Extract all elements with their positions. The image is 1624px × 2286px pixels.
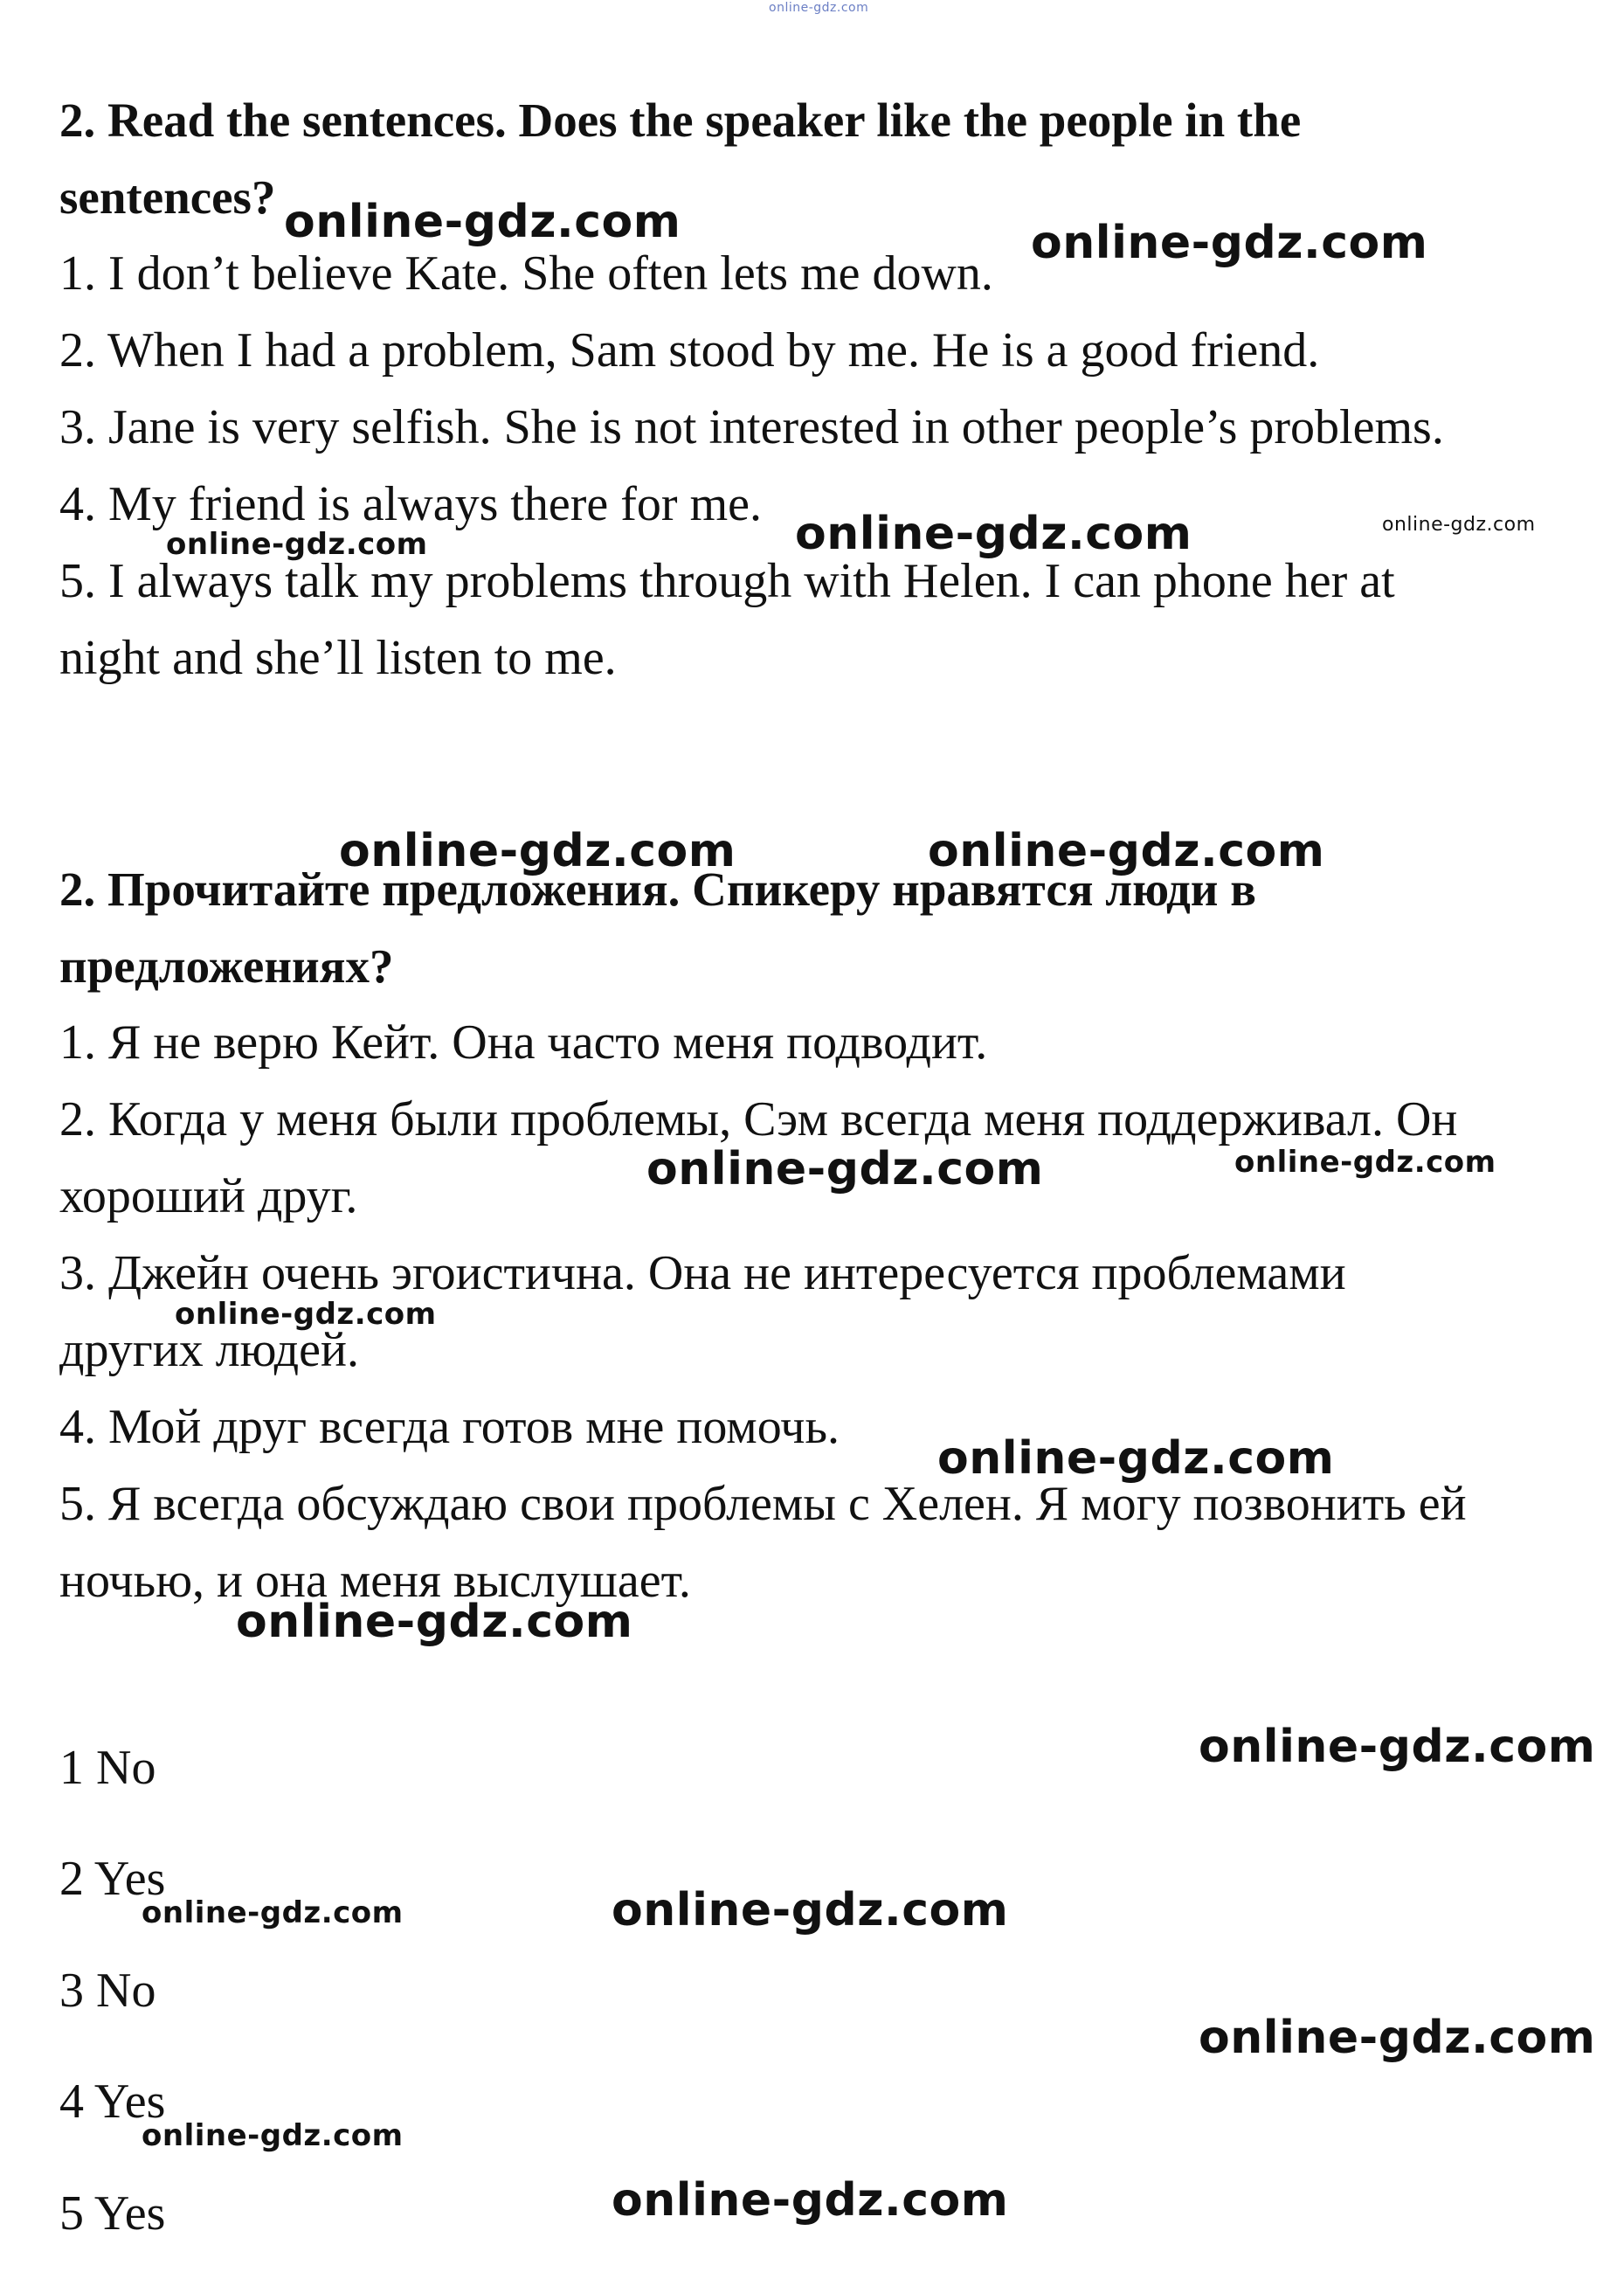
russian-heading-line2: предложениях? [59, 939, 394, 993]
answer-1: 1 No [59, 1741, 156, 1795]
english-sentence-5b: night and she’ll listen to me. [59, 631, 617, 685]
watermark-15: online-gdz.com [612, 1884, 1009, 1936]
watermark-11: online-gdz.com [937, 1432, 1335, 1485]
answer-5: 5 Yes [59, 2186, 166, 2241]
english-sentence-4: 4. My friend is always there for me. [59, 477, 762, 531]
watermark-13: online-gdz.com [1199, 1721, 1596, 1773]
english-heading-line2: sentences? [59, 170, 276, 224]
russian-sentence-1: 1. Я не верю Кейт. Она часто меня подводит. [59, 1015, 988, 1070]
answer-2: 2 Yes [59, 1852, 166, 1906]
watermark-8: online-gdz.com [646, 1143, 1044, 1195]
watermark-3: online-gdz.com [166, 527, 428, 562]
watermark-17: online-gdz.com [142, 2118, 404, 2153]
english-heading-line1: 2. Read the sentences. Does the speaker like the people in the [59, 94, 1302, 147]
watermark-2: online-gdz.com [1031, 217, 1428, 269]
russian-sentence-3b: других людей. [59, 1323, 359, 1377]
watermark-1: online-gdz.com [284, 196, 681, 248]
russian-sentence-4: 4. Мой друг всегда готов мне помочь. [59, 1400, 840, 1454]
russian-sentence-3a: 3. Джейн очень эгоистична. Она не интересуется проблемами [59, 1246, 1346, 1300]
answer-3: 3 No [59, 1964, 156, 2018]
english-sentence-5a: 5. I always talk my problems through with Helen. I can phone her at [59, 554, 1395, 608]
russian-sentence-5a: 5. Я всегда обсуждаю свои проблемы с Хелен. Я могу позвонить ей [59, 1477, 1467, 1531]
russian-sentence-5b: ночью, и она меня выслушает. [59, 1554, 691, 1608]
russian-heading-line1: 2. Прочитайте предложения. Спикеру нравятся люди в [59, 862, 1256, 916]
watermark-top: online-gdz.com [769, 1, 869, 15]
russian-sentence-2b: хороший друг. [59, 1169, 358, 1223]
answer-4: 4 Yes [59, 2075, 166, 2129]
watermark-6: online-gdz.com [339, 825, 736, 877]
watermark-5: online-gdz.com [1382, 514, 1536, 536]
watermark-4: online-gdz.com [795, 508, 1192, 560]
russian-sentence-2a: 2. Когда у меня были проблемы, Сэм всегда меня поддерживал. Он [59, 1092, 1458, 1146]
watermark-18: online-gdz.com [612, 2174, 1009, 2227]
english-sentence-1: 1. I don’t believe Kate. She often lets me down. [59, 246, 993, 301]
watermark-9: online-gdz.com [1234, 1145, 1496, 1180]
watermark-14: online-gdz.com [142, 1895, 404, 1930]
watermark-7: online-gdz.com [928, 825, 1325, 877]
english-sentence-2: 2. When I had a problem, Sam stood by me. He is a good friend. [59, 323, 1320, 378]
watermark-10: online-gdz.com [175, 1297, 437, 1332]
watermark-12: online-gdz.com [236, 1596, 633, 1648]
english-sentence-3: 3. Jane is very selfish. She is not interested in other people’s problems. [59, 400, 1444, 454]
watermark-16: online-gdz.com [1199, 2012, 1596, 2064]
